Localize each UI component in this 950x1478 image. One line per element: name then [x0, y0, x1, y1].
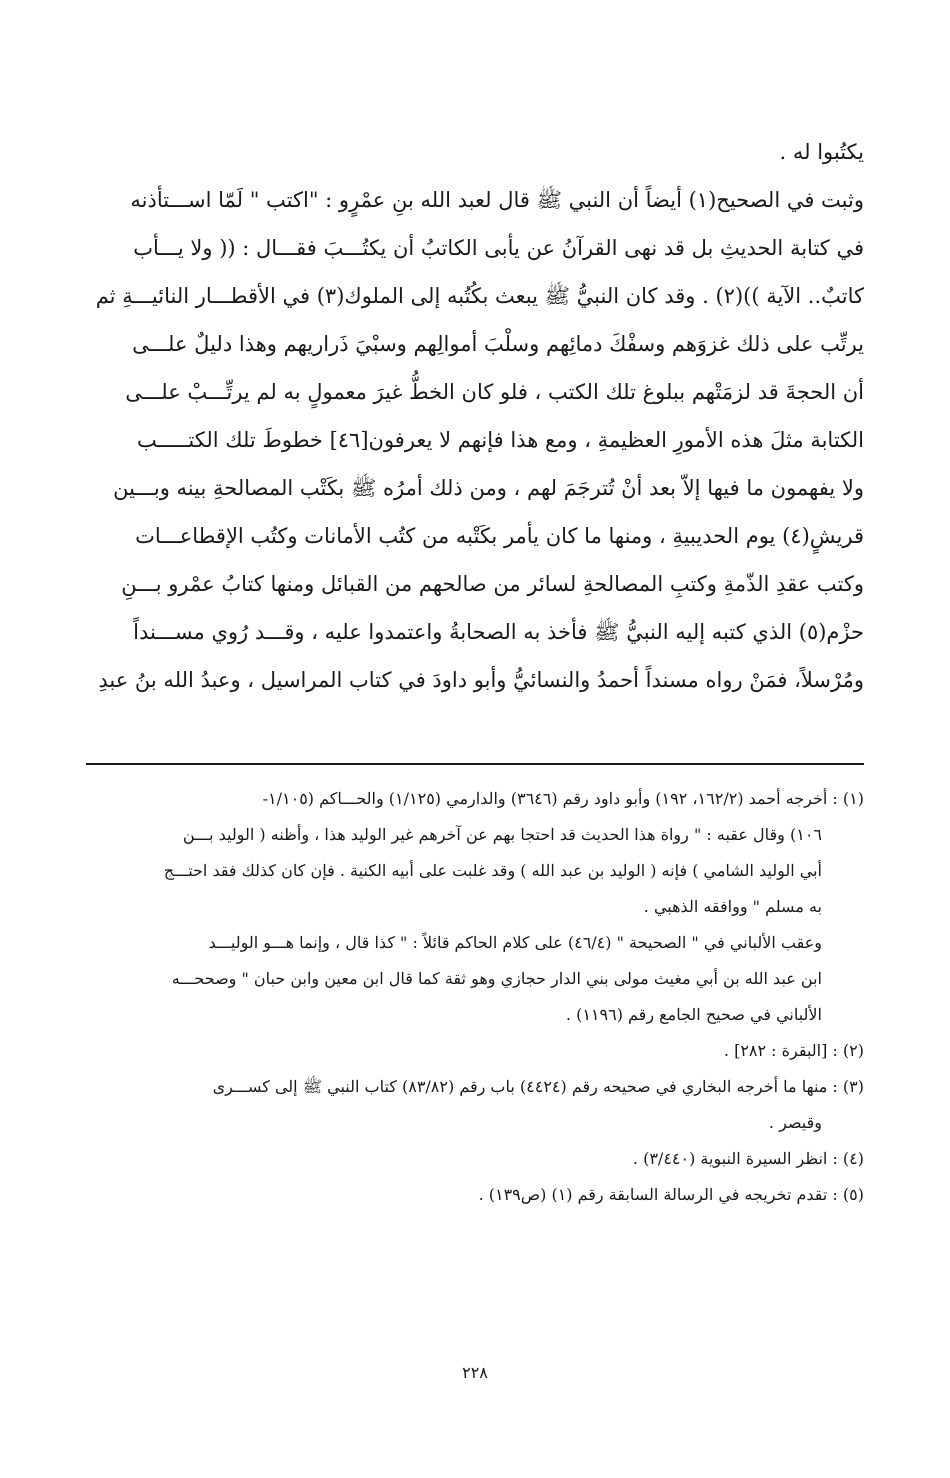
page-number: ٢٢٨: [462, 1363, 488, 1382]
text-line: يكتُبوا له .: [779, 140, 864, 164]
text-line: أن الحجةَ قد لزمَتْهم ببلوغ تلك الكتب ، فلو كان الخطُّ غيرَ معمولٍ به لم يرتِّـــبْ علـــى: [125, 380, 864, 404]
main-text: [86, 128, 864, 704]
text-line: قريشٍ(٤) يوم الحديبيةِ ، ومنها ما كان يأمر بكَتْبه من كتُب الأمانات وكتُب الإقطاعـــات: [135, 524, 864, 548]
footnote-line: وقيصر .: [768, 1113, 822, 1132]
footnote-line: (١) : أخرجه أحمد (١٦٢/٢، ١٩٢) وأبو داود رقم (٣٦٤٦) والدارمي (١/١٢٥) والحـــاكم (١/١٠٥-: [262, 789, 864, 808]
text-line: وثبت في الصحيح(١) أيضاً أن النبي ﷺ قال لعبد الله بنِ عمْرٍو : "اكتب " لَمّا اســـتأذنه: [130, 188, 864, 212]
footnote-line: ١٠٦) وقال عقبه : " رواة هذا الحديث قد احتجا بهم عن آخرهم غير الوليد هذا ، وأظنه ( الوليد بـــن: [182, 825, 822, 844]
footnote-line: أبي الوليد الشامي ) فإنه ( الوليد بن عبد الله ) وقد غلبت على أبيه الكنية . فإن كان كذلك فقد احتـــج: [163, 861, 822, 880]
footnote-line: (٤) : انظر السيرة النبوية (٣/٤٤٠) .: [632, 1149, 864, 1168]
text-line: الكتابة مثلَ هذه الأمورِ العظيمةِ ، ومع هذا فإنهم لا يعرفون[٤٦] خطوطَ تلك الكتـــــب: [137, 428, 864, 452]
footnote-line: به مسلم " ووافقه الذهبي .: [643, 897, 822, 916]
text-line: يرتِّب على ذلك غزوَهم وسفْكَ دمائِهم وسلْبَ أموالِهم وسبْيَ ذَراريهم وهذا دليلٌ علـــى: [132, 332, 864, 356]
footnote-line: ابن عبد الله بن أبي مغيث مولى بني الدار حجازي وهو ثقة كما قال ابن معين وابن حبان " وصححـــه: [171, 969, 822, 988]
text-line: ولا يفهمون ما فيها إلاّ بعد أنْ تُترجَمَ لهم ، ومن ذلك أمرُه ﷺ بكَتْب المصالحةِ بينه وبـــين: [113, 476, 864, 500]
footnote-line: وعقب الألباني في " الصحيحة " (٤٦/٤) على كلام الحاكم قائلاً : " كذا قال ، وإنما هـــو الوليـــد: [208, 933, 822, 952]
text-line: حزْم(٥) الذي كتبه إليه النبيُّ ﷺ فأخذ به الصحابةُ واعتمدوا عليه ، وقـــد رُوي مســـنداً: [133, 620, 864, 644]
footnotes: [86, 781, 864, 1213]
footnote-line: الألباني في صحيح الجامع رقم (١١٩٦) .: [565, 1005, 822, 1024]
text-line: كاتبٌ.. الآية ))(٢) . وقد كان النبيُّ ﷺ يبعث بكُتُبه إلى الملوك(٣) في الأقطـــار النائيـــةِ ثم: [95, 284, 864, 308]
footnote-line: (٣) : منها ما أخرجه البخاري في صحيحه رقم (٤٤٢٤) باب رقم (٨٣/٨٢) كتاب النبي ﷺ إلى كســـرى: [212, 1077, 864, 1096]
footnote-line: (٢) : [البقرة : ٢٨٢] .: [723, 1041, 864, 1060]
footnote-divider: [86, 763, 864, 765]
footnote-line: (٥) : تقدم تخريجه في الرسالة السابقة رقم (١) (ص١٣٩) .: [478, 1185, 864, 1204]
text-line: وكتب عقدِ الذّمةِ وكتبِ المصالحةِ لسائر من صالحهم من القبائل ومنها كتابُ عمْرو بـــنِ: [121, 572, 864, 596]
text-line: ومُرْسلاً، فمَنْ رواه مسنداً أحمدُ والنسائيُّ وأبو داودَ في كتاب المراسيل ، وعبدُ الله بنُ عبدِ: [98, 668, 864, 692]
text-line: في كتابة الحديثِ بل قد نهى القرآنُ عن يأبى الكاتبُ أن يكتُـــبَ فقـــال : (( ولا يـــأب: [133, 236, 864, 260]
